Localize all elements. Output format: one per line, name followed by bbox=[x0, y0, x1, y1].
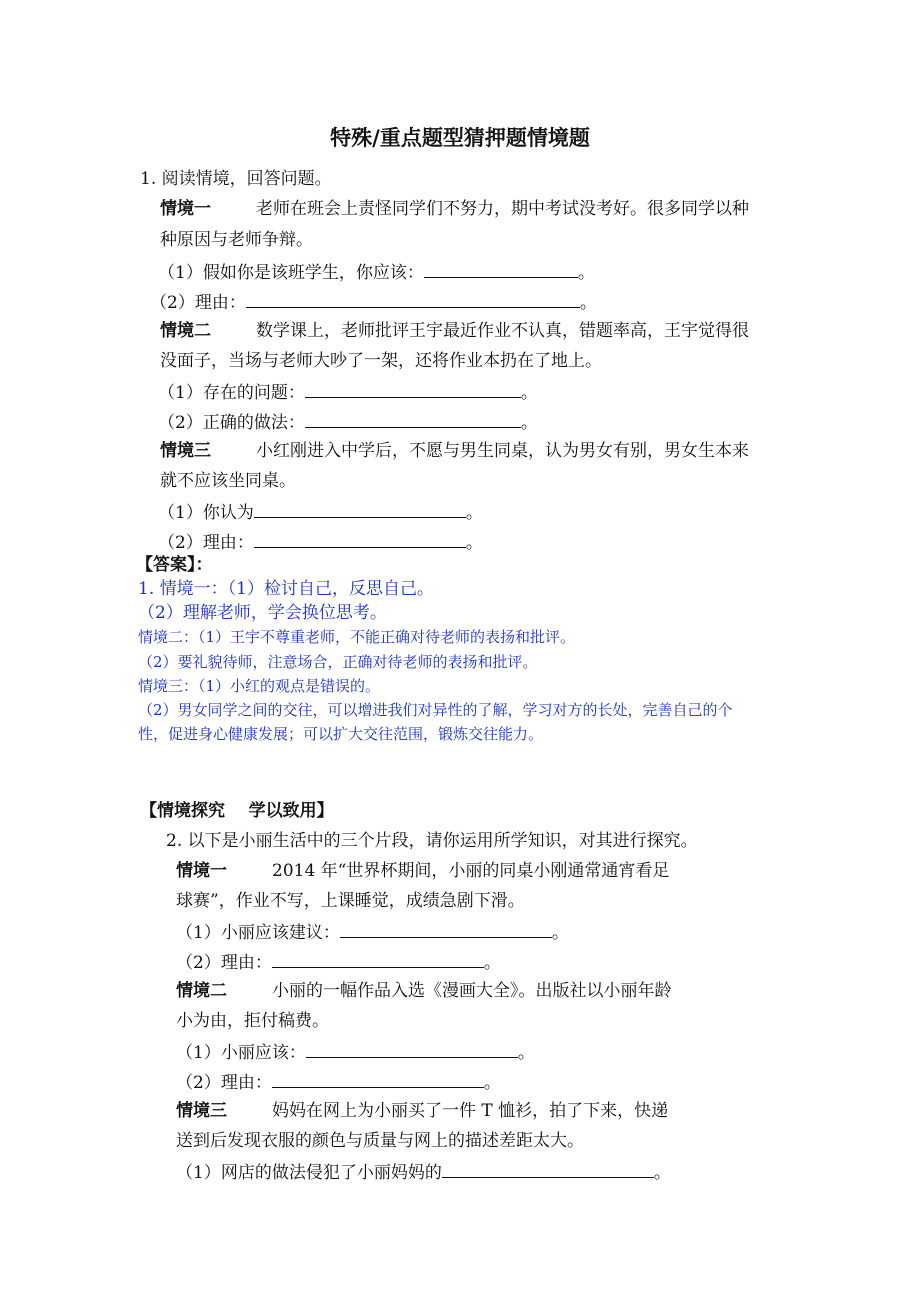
q1-scenario1-line1 bbox=[160, 198, 749, 220]
scenario-text: 小红刚进入中学后，不愿与男生同桌，认为男女有别，男女生本来 bbox=[256, 441, 749, 461]
question-label: （2）理由： bbox=[176, 1073, 272, 1093]
period: 。 bbox=[653, 1163, 671, 1183]
answer-blank[interactable] bbox=[424, 260, 578, 278]
section2-header: 【情境探究 学以致用】 bbox=[140, 801, 334, 821]
q2-scenario3-line1 bbox=[176, 1100, 668, 1122]
scenario-text: 老师在班会上责怪同学们不努力，期中考试没考好。很多同学以种 bbox=[256, 199, 749, 219]
period: 。 bbox=[465, 503, 483, 523]
q1-s2-question2 bbox=[158, 410, 538, 434]
period: 。 bbox=[520, 413, 538, 433]
answer-blank[interactable] bbox=[254, 530, 466, 548]
question-label: （1）小丽应该： bbox=[176, 1043, 306, 1063]
answer-line: 情境三：（1）小红的观点是错误的。 bbox=[138, 677, 381, 695]
period: 。 bbox=[520, 383, 538, 403]
answer-line: 1. 情境一：（1）检讨自己，反思自己。 bbox=[138, 579, 434, 599]
period: 。 bbox=[577, 263, 595, 283]
period: 。 bbox=[465, 533, 483, 553]
q2-intro: 2. 以下是小丽生活中的三个片段，请你运用所学知识，对其进行探究。 bbox=[166, 831, 698, 851]
scenario-text: 妈妈在网上为小丽买了一件 T 恤衫，拍了下来，快递 bbox=[272, 1101, 669, 1121]
q1-intro: 1. 阅读情境，回答问题。 bbox=[140, 169, 332, 189]
scenario-label: 情境三 bbox=[176, 1101, 227, 1121]
period: 。 bbox=[517, 1043, 535, 1063]
answer-blank[interactable] bbox=[272, 1070, 484, 1088]
q2-s1-question1 bbox=[176, 920, 569, 944]
q1-s2-question1 bbox=[158, 380, 538, 404]
scenario-text: 小丽的一幅作品入选《漫画大全》。出版社以小丽年龄 bbox=[272, 981, 672, 1001]
question-label: （1）存在的问题： bbox=[158, 383, 305, 403]
scenario-label: 情境三 bbox=[160, 441, 211, 461]
answer-blank[interactable] bbox=[246, 290, 580, 308]
q1-s3-question2 bbox=[158, 530, 483, 554]
q2-scenario1-line1 bbox=[176, 860, 669, 882]
answer-line: （2）要礼貌待师，注意场合，正确对待老师的表扬和批评。 bbox=[138, 653, 538, 671]
q1-scenario2-line2: 没面子，当场与老师大吵了一架，还将作业本扔在了地上。 bbox=[160, 351, 602, 371]
question-label: （2）理由： bbox=[150, 293, 246, 313]
answer-blank[interactable] bbox=[305, 410, 521, 428]
q1-s3-question1 bbox=[158, 500, 483, 524]
period: 。 bbox=[483, 953, 501, 973]
question-label: （2）理由： bbox=[158, 533, 254, 553]
page-title: 特殊/重点题型猜押题情境题 bbox=[330, 125, 590, 150]
scenario-label: 情境一 bbox=[176, 861, 227, 881]
question-label: （2）理由： bbox=[176, 953, 272, 973]
q2-scenario2-line2: 小为由，拒付稿费。 bbox=[176, 1011, 329, 1031]
q2-s2-question2 bbox=[176, 1070, 501, 1094]
answer-line: 性，促进身心健康发展；可以扩大交往范围，锻炼交往能力。 bbox=[138, 725, 544, 743]
q2-s1-question2 bbox=[176, 950, 501, 974]
q1-s1-question1 bbox=[158, 260, 595, 284]
scenario-text: 数学课上，老师批评王宇最近作业不认真，错题率高，王宇觉得很 bbox=[256, 321, 749, 341]
answer-blank[interactable] bbox=[254, 500, 466, 518]
question-label: （1）假如你是该班学生，你应该： bbox=[158, 263, 424, 283]
question-label: （2）正确的做法： bbox=[158, 413, 305, 433]
q2-scenario1-line2: 球赛”，作业不写，上课睡觉，成绩急剧下滑。 bbox=[176, 891, 525, 911]
scenario-text: 2014 年“世界杯期间，小丽的同桌小刚通常通宵看足 bbox=[272, 861, 670, 881]
answer-blank[interactable] bbox=[306, 1040, 518, 1058]
question-label: （1）小丽应该建议： bbox=[176, 923, 340, 943]
q2-scenario3-line2: 送到后发现衣服的颜色与质量与网上的描述差距太大。 bbox=[176, 1131, 584, 1151]
question-label: （1）你认为 bbox=[158, 503, 254, 523]
q1-scenario3-line2: 就不应该坐同桌。 bbox=[160, 471, 296, 491]
q1-scenario2-line1 bbox=[160, 320, 749, 342]
question-label: （1）网店的做法侵犯了小丽妈妈的 bbox=[176, 1163, 442, 1183]
answer-blank[interactable] bbox=[305, 380, 521, 398]
q1-s1-question2 bbox=[150, 290, 597, 314]
answer-line: （2）男女同学之间的交往，可以增进我们对异性的了解，学习对方的长处，完善自己的个 bbox=[138, 701, 733, 719]
answer-header: 【答案】： bbox=[136, 555, 213, 575]
q2-scenario2-line1 bbox=[176, 980, 672, 1002]
answer-header-label: 【答案】 bbox=[136, 555, 196, 575]
period: 。 bbox=[483, 1073, 501, 1093]
q1-scenario1-line2: 种原因与老师争辩。 bbox=[160, 230, 313, 250]
answer-line: 情境二：（1）王宇不尊重老师，不能正确对待老师的表扬和批评。 bbox=[138, 628, 576, 646]
answer-blank[interactable] bbox=[340, 920, 552, 938]
scenario-label: 情境二 bbox=[160, 321, 211, 341]
q2-s2-question1 bbox=[176, 1040, 535, 1064]
q2-s3-question1 bbox=[176, 1160, 671, 1184]
answer-blank[interactable] bbox=[442, 1160, 654, 1178]
scenario-label: 情境一 bbox=[160, 199, 211, 219]
period: 。 bbox=[551, 923, 569, 943]
scenario-label: 情境二 bbox=[176, 981, 227, 1001]
answer-line: （2）理解老师，学会换位思考。 bbox=[138, 603, 387, 623]
answer-blank[interactable] bbox=[272, 950, 484, 968]
period: 。 bbox=[579, 293, 597, 313]
q1-scenario3-line1 bbox=[160, 440, 749, 462]
